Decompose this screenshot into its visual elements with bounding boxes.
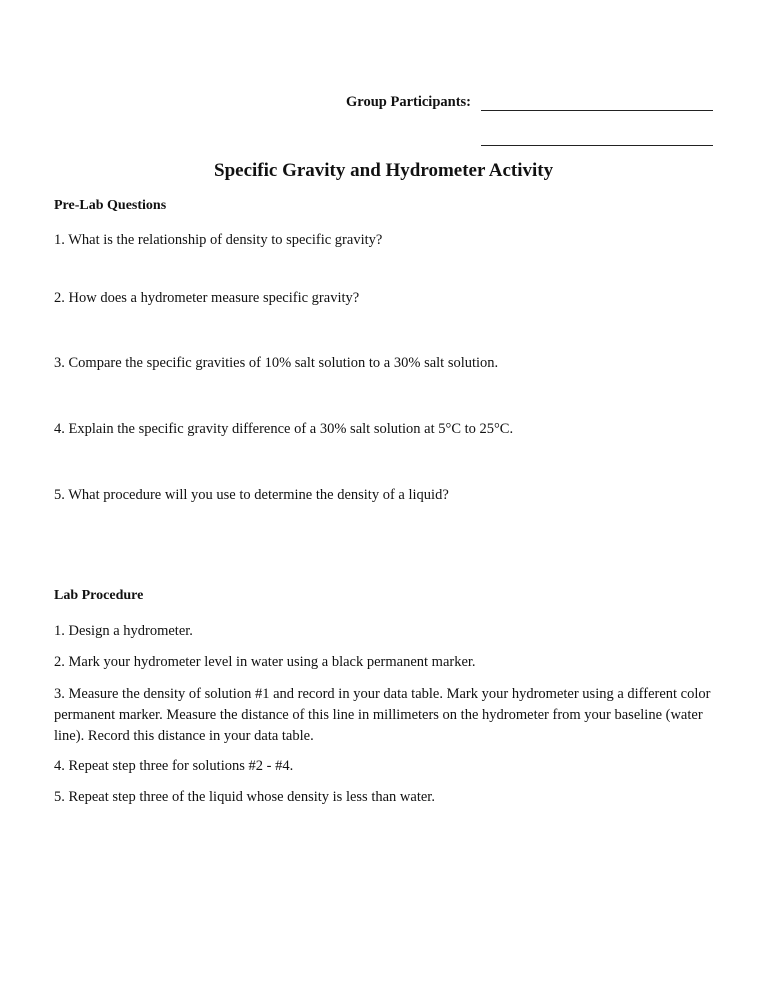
procedure-step: 3. Measure the density of solution #1 and record in your data table. Mark your hydrometer using a different color permanent marker. Measure the distance of this line in millimeters on the hydrometer from your baseline (water line). Record this distance in your data table. xyxy=(54,686,711,744)
participant-name-line-2[interactable] xyxy=(481,145,713,146)
prelab-heading: Pre-Lab Questions xyxy=(54,198,167,213)
prelab-question: 2. How does a hydrometer measure specific gravity? xyxy=(54,290,360,306)
procedure-heading: Lab Procedure xyxy=(54,588,144,603)
prelab-question: 4. Explain the specific gravity difference of a 30% salt solution at 5°C to 25°C. xyxy=(54,421,514,437)
prelab-question: 1. What is the relationship of density to specific gravity? xyxy=(54,232,383,248)
procedure-step: 1. Design a hydrometer. xyxy=(54,623,193,639)
procedure-step: 2. Mark your hydrometer level in water using a black permanent marker. xyxy=(54,654,476,670)
prelab-question: 3. Compare the specific gravities of 10% salt solution to a 30% salt solution. xyxy=(54,355,499,371)
procedure-step: 4. Repeat step three for solutions #2 - #4. xyxy=(54,758,294,774)
prelab-question: 5. What procedure will you use to determine the density of a liquid? xyxy=(54,487,449,503)
participant-name-line-1[interactable] xyxy=(481,110,713,111)
procedure-step: 5. Repeat step three of the liquid whose density is less than water. xyxy=(54,789,435,805)
page-title: Specific Gravity and Hydrometer Activity xyxy=(214,160,554,181)
group-participants-label: Group Participants: xyxy=(346,94,471,110)
